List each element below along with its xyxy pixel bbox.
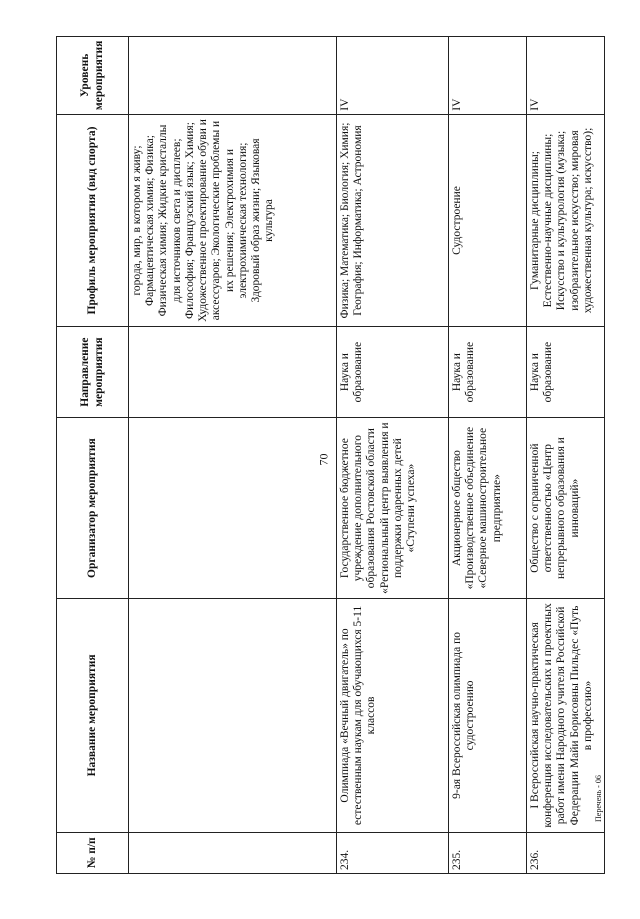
header-num: № п/п [57,832,129,873]
cell-profile: города, мир, в котором я живу; Фармацевтическая химия; Физика; Физическая химия; Жидкие кристаллы для источников света и дисплеев; Философия; Французский язык; Химия; Художественное проектирование обуви и аксессуаров; Экологические проблемы и их решения; Электрохимия и электрохимическая технология; Здоровый образ жизни; Языковая культура [129,114,337,326]
footer-note: Перечень - 06 [594,775,603,822]
cell-profile: Гуманитарные дисциплины; Естественно-научные дисциплины; Искусство и культурология (музыка; изобразительное искусство; мировая художественная культура; искусство); [527,114,605,326]
cell-organizer: Акционерное общество «Производственное объединение «Северное машиностроительное предприятие» [449,417,527,598]
cell-level: IV [527,37,605,115]
cell-num [129,832,337,873]
cell-name [129,599,337,832]
page-number: 70 [316,453,331,466]
cell-organizer: Государственное бюджетное учреждение дополнительного образования Ростовской области «Региональный центр выявления и поддержки одаренных детей «Ступени успеха» [337,417,449,598]
cell-num: 234. [337,832,449,873]
cell-level: IV [337,37,449,115]
cell-organizer: Общество с ограниченной ответственностью «Центр непрерывного образования и инноваций» [527,417,605,598]
table-row [527,37,605,874]
table-row [449,37,527,874]
cell-level: IV [449,37,527,115]
cell-direction: Наука и образование [337,327,449,418]
header-profile: Профиль мероприятия (вид спорта) [57,114,129,326]
events-table [56,36,605,874]
cell-direction [129,327,337,418]
cell-num: 235. [449,832,527,873]
cell-profile: Физика; Математика; Биология; Химия; География; Информатика; Астрономия [337,114,449,326]
cell-direction: Наука и образование [527,327,605,418]
cell-level [129,37,337,115]
header-direction: Направление мероприятия [57,327,129,418]
cell-num: 236. [527,832,605,873]
cell-direction: Наука и образование [449,327,527,418]
table-row [337,37,449,874]
header-level: Уровень мероприятия [57,37,129,115]
cell-name: 9-ая Всероссийская олимпиада по судостроению [449,599,527,832]
cell-profile: Судостроение [449,114,527,326]
table-header-row [57,37,129,874]
cell-name: Олимпиада «Вечный двигатель» по естественным наукам для обучающихся 5-11 классов [337,599,449,832]
header-name: Название мероприятия [57,599,129,832]
table-row [129,37,337,874]
cell-name: I Всероссийская научно-практическая конференция исследовательских и проектных работ имени Народного учителя Российской Федерации Майи Борисовны Пильдес «Путь в профессию» [527,599,605,832]
rotated-table-wrapper [56,36,604,874]
cell-organizer [129,417,337,598]
header-organizer: Организатор мероприятия [57,417,129,598]
